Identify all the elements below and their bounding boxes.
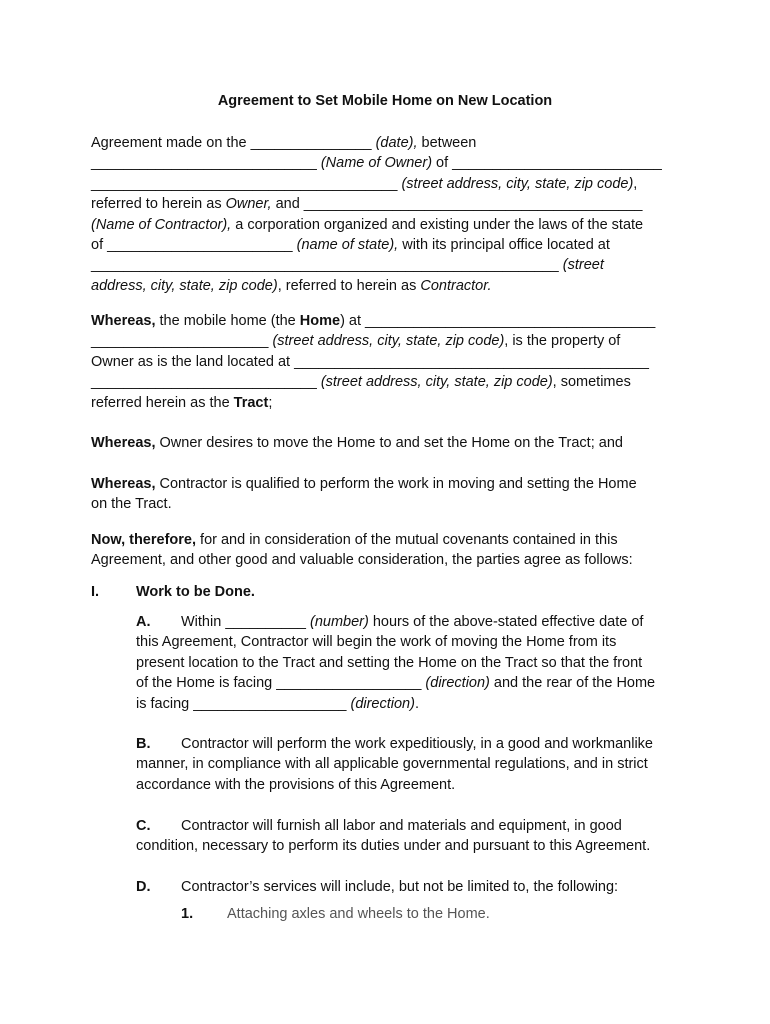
clause-label: B. <box>136 736 151 752</box>
clause-label: D. <box>136 879 151 895</box>
intro-paragraph: Agreement made on the _______________ (date), between ____________________________ (Name of Owner) of __________________________ ______________________________________ (street address, city, state, zip code), referred to herein as Owner, and __________________________________________ (Name of Contractor), a corporation organized and existing under the laws of the state of _______________________ (name of state), with its principal office located at __________________________________________________________ (street address, city, state, zip code), referred to herein as Contractor. <box>91 135 662 294</box>
section-heading-work <box>91 584 255 600</box>
list-item <box>181 904 490 924</box>
section-title: Work to be Done. <box>136 584 255 600</box>
clause-label: A. <box>136 614 151 630</box>
whereas-paragraph-2: Whereas, Owner desires to move the Home to and set the Home on the Tract; and <box>91 435 623 451</box>
clause-label: C. <box>136 818 151 834</box>
document-title: Agreement to Set Mobile Home on New Location <box>217 93 553 109</box>
clause-a: A. Within __________ (number) hours of the above-stated effective date of this Agreement, Contractor will begin the work of moving the Home from its present location to the Tract and setting the Home on the Tract so that the front of the Home is facing __________________ (direction) and the rear of the Home is facing ___________________ (direction). <box>136 614 656 712</box>
section-number: I. <box>91 584 100 600</box>
clause-b: B. Contractor will perform the work expeditiously, in a good and workmanlike manner, in compliance with all applicable governmental regulations, and in strict accordance with the provisions of this Agreement. <box>136 736 654 793</box>
whereas-paragraph-3: Whereas, Contractor is qualified to perform the work in moving and setting the Home on the Tract. <box>91 476 637 513</box>
clause-d: D. Contractor’s services will include, but not be limited to, the following: <box>136 877 684 897</box>
list-item-number: 1. <box>181 906 194 922</box>
whereas-paragraph-1: Whereas, the mobile home (the Home) at ____________________________________ ______________________ (street address, city, state, zip code), is the property of Owner as is the land located at ____________________________________________ ____________________________ (street address, city, state, zip code), sometimes referred herein as the Tract; <box>91 313 656 411</box>
list-item-text: Attaching axles and wheels to the Home. <box>227 906 490 922</box>
clause-c: C. Contractor will furnish all labor and materials and equipment, in good condition, necessary to perform its duties under and pursuant to this Agreement. <box>136 818 651 855</box>
now-therefore-paragraph: Now, therefore, for and in consideration of the mutual covenants contained in this Agreement, and other good and valuable consideration, the parties agree as follows: <box>91 532 633 569</box>
